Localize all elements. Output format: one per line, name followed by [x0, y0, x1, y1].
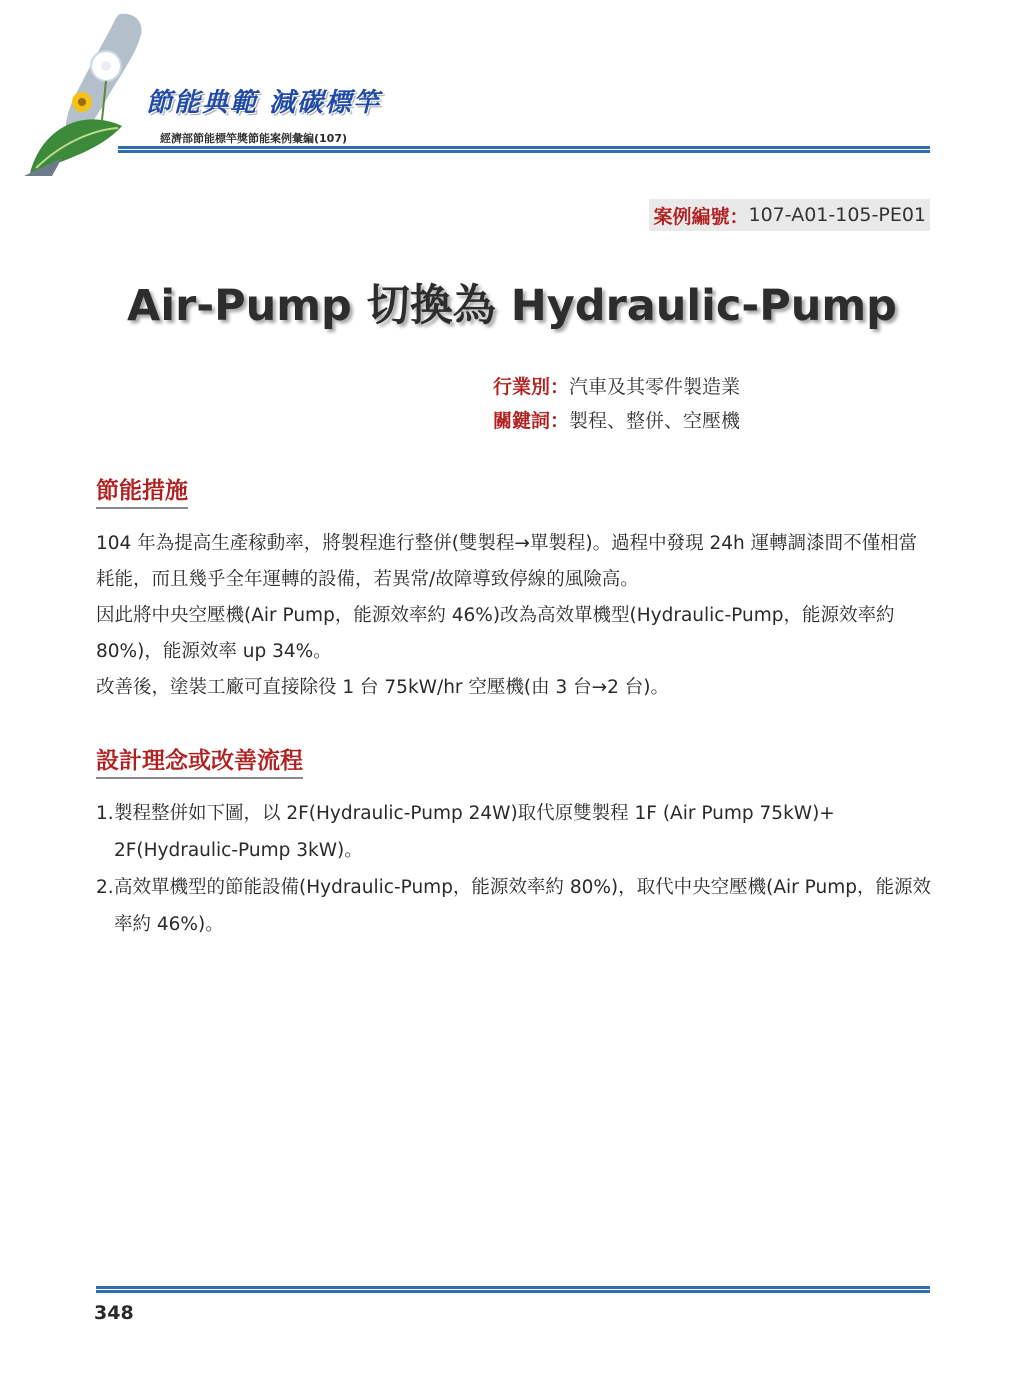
industry-label: 行業別：	[493, 376, 570, 398]
case-number-value: 107-A01-105-PE01	[748, 204, 926, 226]
paragraph: 因此將中央空壓機(Air Pump，能源效率約 46%)改為高效單機型(Hydraulic-Pump，能源效率約 80%)，能源效率 up 34%。	[96, 605, 895, 662]
list-item-text: 製程整併如下圖，以 2F(Hydraulic-Pump 24W)取代原雙製程 1F (Air Pump 75kW)+ 2F(Hydraulic-Pump 3kW)。	[114, 803, 835, 861]
industry-value: 汽車及其零件製造業	[569, 376, 741, 398]
page-number: 348	[94, 1302, 134, 1324]
page-title: Air-Pump 切換為 Hydraulic-Pump	[127, 281, 897, 331]
list-item-number: 1.	[96, 803, 114, 824]
section-heading-measures: 節能措施	[96, 472, 188, 509]
industry-row	[493, 372, 740, 399]
keywords-row	[493, 406, 740, 433]
leaf-shape	[30, 119, 122, 173]
paragraph: 104 年為提高生產稼動率，將製程進行整併(雙製程→單製程)。過程中發現 24h 運轉調漆間不僅相當耗能，而且幾乎全年運轉的設備，若異常/故障導致停線的風險高。	[96, 533, 918, 590]
list-item	[96, 869, 932, 943]
header-title: 節能典範 減碳標竿	[146, 88, 382, 118]
footer-divider	[96, 1286, 930, 1293]
case-number-label: 案例編號：	[653, 205, 749, 228]
keywords-label: 關鍵詞：	[493, 410, 570, 432]
list-item	[96, 795, 932, 869]
header-divider	[118, 146, 930, 153]
measures-body	[96, 526, 932, 706]
keywords-value: 製程、整併、空壓機	[569, 410, 741, 432]
section-heading-design: 設計理念或改善流程	[96, 742, 303, 779]
list-item-number: 2.	[96, 877, 114, 898]
case-number-box	[649, 199, 930, 231]
list-item-text: 高效單機型的節能設備(Hydraulic-Pump，能源效率約 80%)，取代中央空壓機(Air Pump，能源效率約 46%)。	[114, 877, 931, 935]
header-subtitle: 經濟部節能標竿獎節能案例彙編(107)	[160, 132, 348, 145]
design-list	[96, 795, 932, 943]
paragraph: 改善後，塗裝工廠可直接除役 1 台 75kW/hr 空壓機(由 3 台→2 台)。	[96, 677, 670, 698]
